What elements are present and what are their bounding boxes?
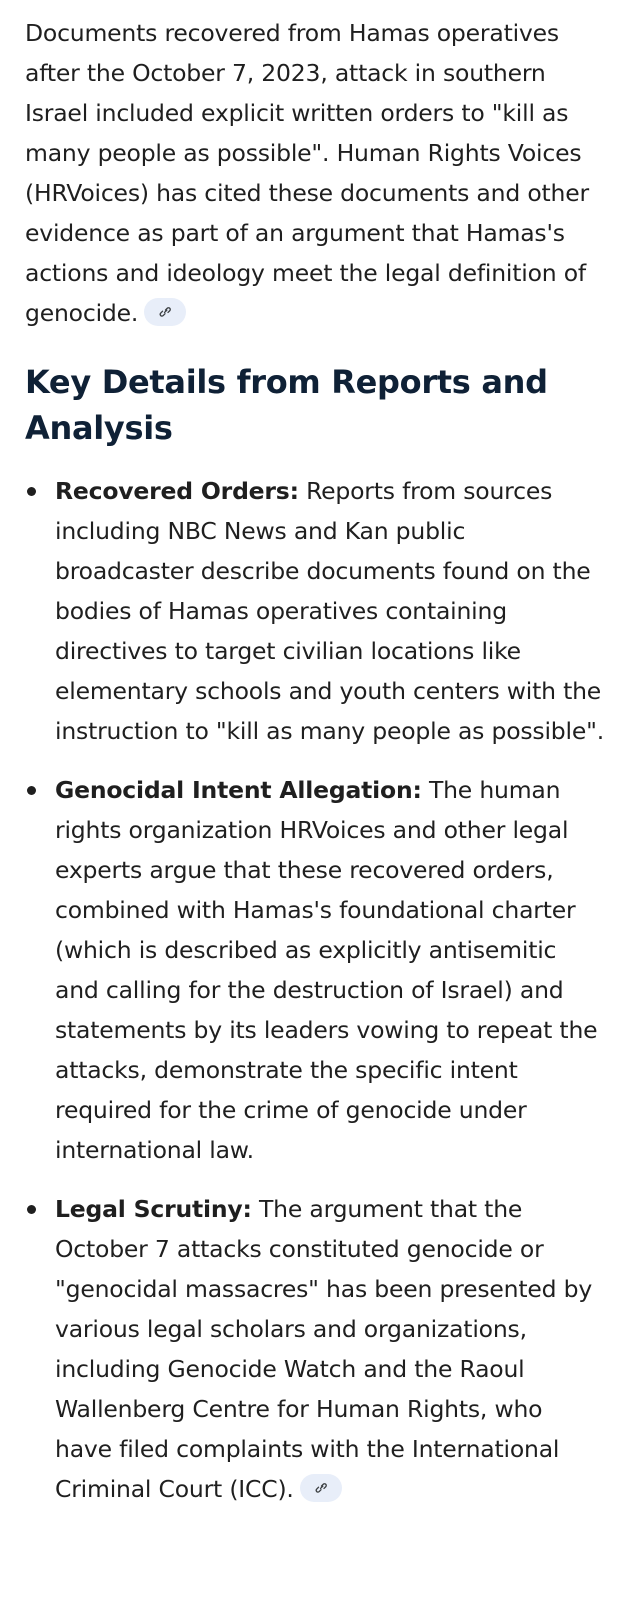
bullet-icon [27, 487, 36, 496]
item-text: Reports from sources including NBC News and Kan public broadcaster describe documents found on the bodies of Hamas operatives containing directives to target civilian locations like elementary schools and youth centers with the instruction to "kill as many people as possible". [55, 477, 604, 745]
item-lead: Genocidal Intent Allegation: [55, 776, 422, 804]
list-item-legal-scrutiny [25, 1189, 605, 1509]
item-lead: Recovered Orders: [55, 477, 299, 505]
list-item-recovered-orders [25, 471, 605, 751]
link-icon [157, 304, 173, 320]
list-item-genocidal-intent [25, 770, 605, 1170]
details-list [25, 471, 605, 1509]
item-lead: Legal Scrutiny: [55, 1195, 252, 1223]
item-text: The argument that the October 7 attacks constituted genocide or "genocidal massacres" has been presented by various legal scholars and organizations, including Genocide Watch and the Raoul Wallenberg Centre for Human Rights, who have filed complaints with the International Criminal Court (ICC). [55, 1195, 593, 1503]
link-icon [313, 1480, 329, 1496]
response-content [25, 0, 605, 1509]
section-heading: Key Details from Reports and Analysis [25, 363, 548, 447]
item-text: The human rights organization HRVoices and other legal experts argue that these recovered orders, combined with Hamas's foundational charter (which is described as explicitly antisemitic and calling for the destruction of Israel) and statements by its leaders vowing to repeat the attacks, demonstrate the specific intent required for the crime of genocide under international law. [55, 776, 598, 1164]
intro-paragraph [25, 13, 605, 333]
source-link-chip[interactable] [300, 1474, 342, 1502]
intro-text: Documents recovered from Hamas operatives after the October 7, 2023, attack in southern Israel included explicit written orders to "kill as many people as possible". Human Rights Voices (HRVoices) has cited these documents and other evidence as part of an argument that Hamas's actions and ideology meet the legal definition of genocide. [25, 19, 589, 327]
bullet-icon [27, 786, 36, 795]
source-link-chip[interactable] [144, 298, 186, 326]
bullet-icon [27, 1205, 36, 1214]
